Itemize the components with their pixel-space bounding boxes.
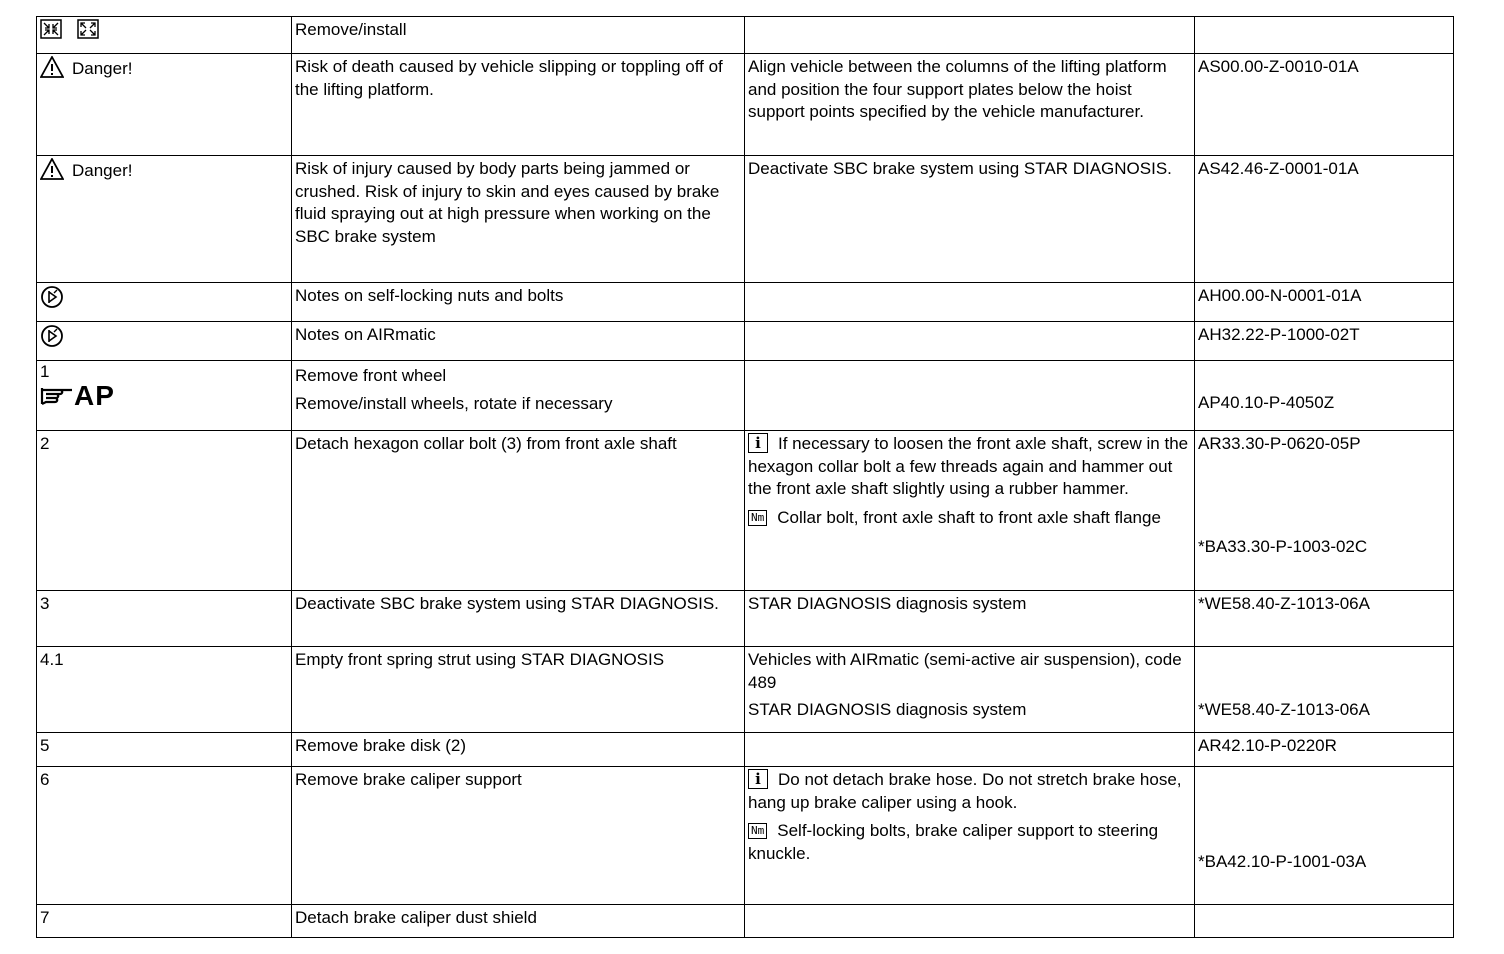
table-row — [37, 156, 1454, 283]
step-text: Remove front wheel — [295, 366, 447, 385]
cell-step-number: 4.1 — [37, 647, 292, 733]
cell-step-number — [37, 361, 292, 431]
table-row — [37, 431, 1454, 591]
cell-note: Align vehicle between the columns of the lifting platform and position the four support plates below the hoist support points specified by the vehicle manufacturer. — [745, 54, 1195, 156]
torque-nm-icon: Nm — [748, 510, 767, 526]
procedure-table — [36, 16, 1454, 938]
cell-step: Remove brake disk (2) — [292, 733, 745, 767]
zoom-in-icon — [77, 19, 99, 39]
table-row — [37, 361, 1454, 431]
cell-note — [745, 431, 1195, 591]
torque-note: Nm Self-locking bolts, brake caliper support to steering knuckle. — [748, 821, 1159, 863]
step-number: 1 — [40, 362, 50, 381]
info-note: i If necessary to loosen the front axle shaft, screw in the hexagon collar bolt a few threads again and hammer out the front axle shaft slightly using a rubber hammer. — [748, 434, 1189, 498]
danger-label: Danger! — [72, 161, 133, 180]
info-icon: i — [748, 433, 768, 453]
torque-nm-icon: Nm — [748, 823, 767, 839]
cell-step: Remove brake caliper support — [292, 767, 745, 905]
cell-step-number: 5 — [37, 733, 292, 767]
cell-step-number: 2 — [37, 431, 292, 591]
table-row — [37, 767, 1454, 905]
table-row — [37, 17, 1454, 54]
note-text: Vehicles with AIRmatic (semi-active air suspension), code 489 — [748, 650, 1182, 692]
table-row — [37, 283, 1454, 322]
cell-step: Risk of injury caused by body parts being jammed or crushed. Risk of injury to skin and eyes caused by brake fluid spraying out at high pressure when working on the SBC brake system — [292, 156, 745, 283]
cell-ref — [1195, 431, 1454, 591]
warning-triangle-icon — [40, 158, 64, 180]
cell-note — [745, 647, 1195, 733]
ref-code: AR33.30-P-0620-05P — [1198, 434, 1361, 453]
cell-icon — [37, 283, 292, 322]
cell-step: Risk of death caused by vehicle slipping or toppling off of the lifting platform. — [292, 54, 745, 156]
info-note: i Do not detach brake hose. Do not stretch brake hose, hang up brake caliper using a hook. — [748, 770, 1182, 812]
ref-code: *BA42.10-P-1001-03A — [1198, 852, 1367, 871]
cell-note — [745, 767, 1195, 905]
cell-ref: AH00.00-N-0001-01A — [1195, 283, 1454, 322]
danger-label: Danger! — [72, 59, 133, 78]
cell-ref: AS00.00-Z-0010-01A — [1195, 54, 1454, 156]
cell-ref — [1195, 647, 1454, 733]
cell-note — [745, 283, 1195, 322]
zoom-out-icon — [40, 19, 62, 39]
note-circle-icon — [40, 324, 64, 348]
cell-note: STAR DIAGNOSIS diagnosis system — [745, 591, 1195, 647]
ref-code: *WE58.40-Z-1013-06A — [1198, 700, 1370, 719]
cell-ref: AR42.10-P-0220R — [1195, 733, 1454, 767]
ap-label: AP — [74, 380, 115, 411]
cell-icons — [37, 17, 292, 54]
cell-ref — [1195, 767, 1454, 905]
cell-ref: AS42.46-Z-0001-01A — [1195, 156, 1454, 283]
cell-step: Notes on self-locking nuts and bolts — [292, 283, 745, 322]
ap-pointer — [40, 381, 115, 411]
cell-note — [745, 17, 1195, 54]
cell-ref — [1195, 17, 1454, 54]
cell-note: Deactivate SBC brake system using STAR DIAGNOSIS. — [745, 156, 1195, 283]
table-row — [37, 322, 1454, 361]
cell-step-number: 6 — [37, 767, 292, 905]
ref-code-torque: *BA33.30-P-1003-02C — [1198, 536, 1368, 556]
cell-step: Notes on AIRmatic — [292, 322, 745, 361]
cell-step: Deactivate SBC brake system using STAR DIAGNOSIS. — [292, 591, 745, 647]
cell-note — [745, 322, 1195, 361]
torque-note: Nm Collar bolt, front axle shaft to front axle shaft flange — [748, 507, 1190, 530]
table-row — [37, 905, 1454, 938]
cell-step — [292, 361, 745, 431]
step-subtext: Remove/install wheels, rotate if necessary — [295, 393, 613, 413]
table-row — [37, 54, 1454, 156]
cell-step: Remove/install — [292, 17, 745, 54]
cell-ref: *WE58.40-Z-1013-06A — [1195, 591, 1454, 647]
cell-step: Detach brake caliper dust shield — [292, 905, 745, 938]
ref-code: AP40.10-P-4050Z — [1198, 393, 1335, 412]
cell-step: Detach hexagon collar bolt (3) from front axle shaft — [292, 431, 745, 591]
cell-note — [745, 361, 1195, 431]
cell-step-number: 3 — [37, 591, 292, 647]
cell-icon — [37, 322, 292, 361]
cell-ref — [1195, 361, 1454, 431]
table-row — [37, 647, 1454, 733]
cell-note — [745, 733, 1195, 767]
note-subtext: STAR DIAGNOSIS diagnosis system — [748, 700, 1027, 719]
table-row — [37, 733, 1454, 767]
table-row — [37, 591, 1454, 647]
cell-warning — [37, 54, 292, 156]
cell-step: Empty front spring strut using STAR DIAGNOSIS — [292, 647, 745, 733]
note-circle-icon — [40, 285, 64, 309]
warning-triangle-icon — [40, 56, 64, 78]
info-icon: i — [748, 769, 768, 789]
cell-warning — [37, 156, 292, 283]
cell-note — [745, 905, 1195, 938]
cell-ref — [1195, 905, 1454, 938]
cell-step-number: 7 — [37, 905, 292, 938]
pointing-hand-icon — [40, 384, 74, 408]
cell-ref: AH32.22-P-1000-02T — [1195, 322, 1454, 361]
